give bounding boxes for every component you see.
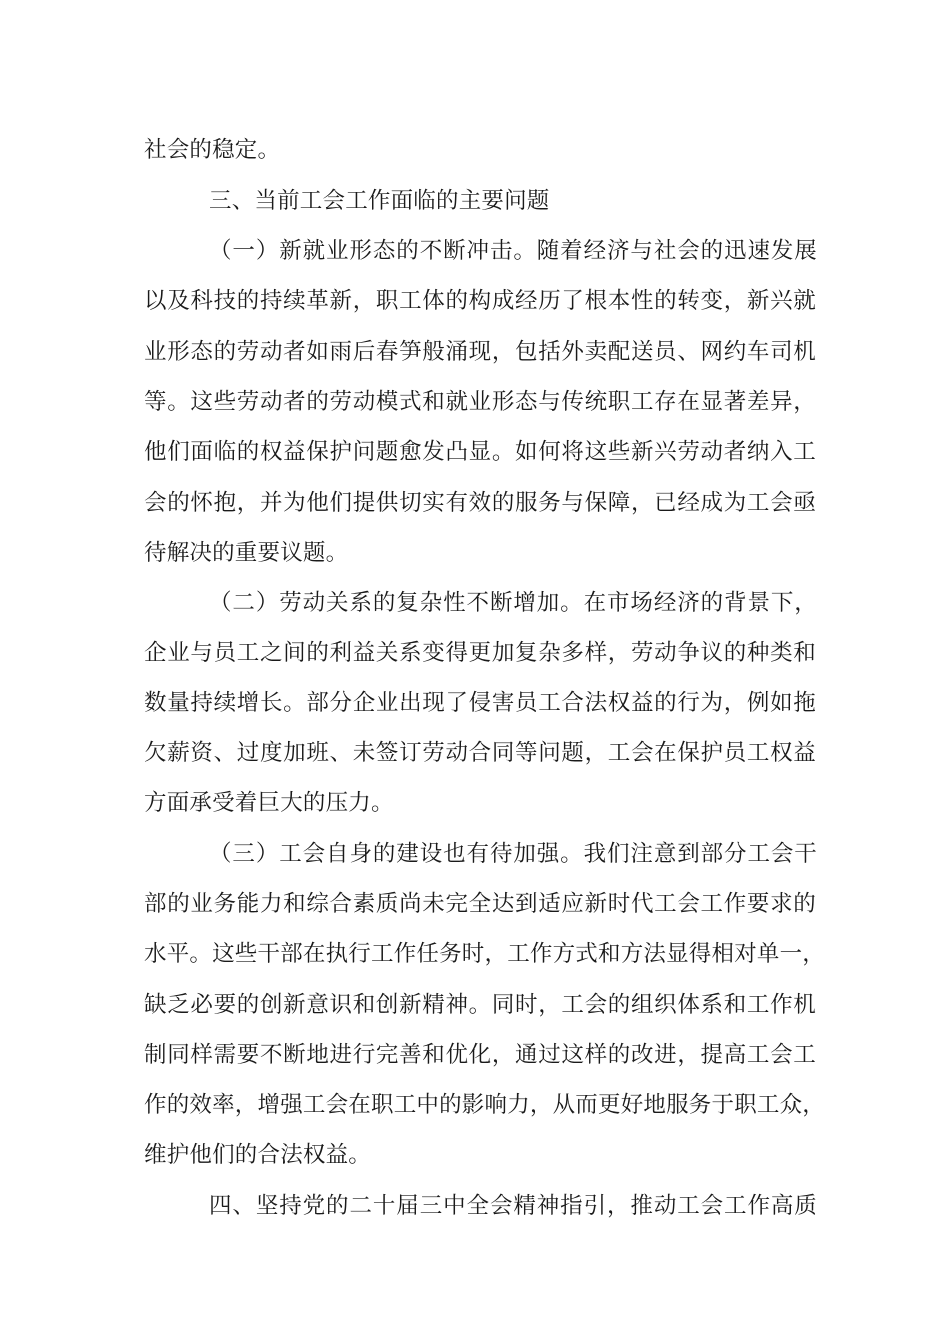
section-heading: 四、坚持党的二十届三中全会精神指引，推动工会工作高质 bbox=[209, 1193, 817, 1219]
text-line: （二）劳动关系的复杂性不断增加。在市场经济的背景下， bbox=[209, 590, 817, 616]
text-line: 维护他们的合法权益。 bbox=[144, 1142, 372, 1168]
text-line: 数量持续增长。部分企业出现了侵害员工合法权益的行为，例如拖 bbox=[144, 690, 816, 716]
text-line: 社会的稳定。 bbox=[144, 137, 281, 163]
text-line: （三）工会自身的建设也有待加强。我们注意到部分工会干 bbox=[209, 841, 817, 867]
text-line: 业形态的劳动者如雨后春笋般涌现，包括外卖配送员、网约车司机 bbox=[144, 339, 816, 365]
text-line: 以及科技的持续革新，职工体的构成经历了根本性的转变，新兴就 bbox=[144, 288, 816, 314]
text-line: 水平。这些干部在执行工作任务时，工作方式和方法显得相对单一， bbox=[144, 941, 826, 967]
text-line: 他们面临的权益保护问题愈发凸显。如何将这些新兴劳动者纳入工 bbox=[144, 439, 816, 465]
section-heading: 三、当前工会工作面临的主要问题 bbox=[209, 188, 550, 214]
text-line: 待解决的重要议题。 bbox=[144, 540, 349, 566]
text-line: 会的怀抱，并为他们提供切实有效的服务与保障，已经成为工会亟 bbox=[144, 490, 816, 516]
text-line: （一）新就业形态的不断冲击。随着经济与社会的迅速发展 bbox=[209, 238, 817, 264]
text-line: 部的业务能力和综合素质尚未完全达到适应新时代工会工作要求的 bbox=[144, 891, 816, 917]
text-line: 作的效率，增强工会在职工中的影响力，从而更好地服务于职工众， bbox=[144, 1092, 826, 1118]
text-line: 等。这些劳动者的劳动模式和就业形态与传统职工存在显著差异， bbox=[144, 389, 816, 415]
text-line: 缺乏必要的创新意识和创新精神。同时，工会的组织体系和工作机 bbox=[144, 992, 816, 1018]
text-line: 欠薪资、过度加班、未签订劳动合同等问题，工会在保护员工权益 bbox=[144, 740, 816, 766]
text-line: 企业与员工之间的利益关系变得更加复杂多样，劳动争议的种类和 bbox=[144, 640, 816, 666]
text-line: 制同样需要不断地进行完善和优化，通过这样的改进，提高工会工 bbox=[144, 1042, 816, 1068]
text-line: 方面承受着巨大的压力。 bbox=[144, 790, 394, 816]
